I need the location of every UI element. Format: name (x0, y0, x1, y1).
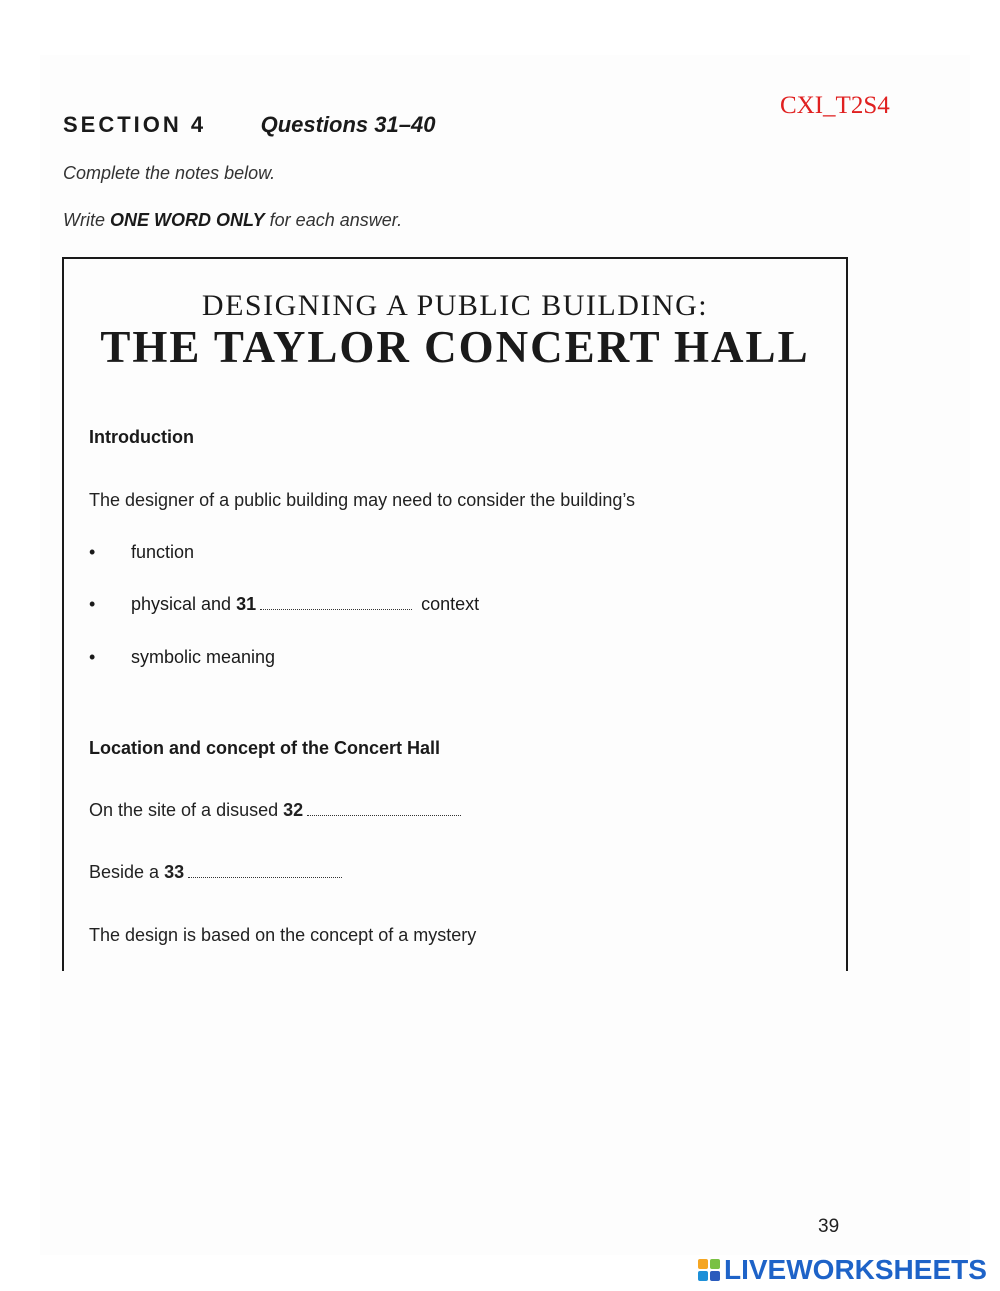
question-number-33: 33 (164, 862, 185, 882)
answer-blank-33[interactable] (188, 875, 342, 878)
question-number-32: 32 (283, 800, 304, 820)
instruction-complete: Complete the notes below. (63, 163, 276, 183)
bullet-item (89, 542, 194, 563)
logo-square (710, 1271, 720, 1281)
bullet-icon: • (89, 647, 96, 667)
question-number-31: 31 (236, 594, 257, 614)
bullet-item (89, 647, 275, 668)
location-line1-pre: On the site of a disused (89, 800, 284, 820)
notes-title-line2: THE TAYLOR CONCERT HALL (100, 322, 810, 372)
instruction-post: for each answer. (264, 210, 403, 230)
instruction-bold: ONE WORD ONLY (110, 210, 265, 230)
bullet-text: symbolic meaning (131, 647, 276, 667)
worksheet-code: CXI_T2S4 (780, 92, 890, 119)
section-header (63, 112, 435, 138)
liveworksheets-logo[interactable] (698, 1254, 987, 1286)
logo-square (698, 1259, 708, 1269)
section-label: SECTION 4 (63, 112, 207, 137)
location-line-concept: The design is based on the concept of a mystery (89, 925, 477, 945)
bullet-icon: • (89, 542, 96, 562)
page-number: 39 (818, 1216, 840, 1237)
answer-blank-31[interactable] (260, 607, 412, 610)
questions-range: Questions 31–40 (260, 112, 436, 137)
bullet-icon: • (89, 594, 96, 614)
bullet-text-pre: physical and (131, 594, 237, 614)
bullet-item-q31 (89, 594, 479, 615)
instruction-pre: Write (63, 210, 110, 230)
location-line-q33 (89, 862, 346, 883)
instruction-word-limit (63, 210, 402, 231)
location-line2-pre: Beside a (89, 862, 165, 882)
location-line-q32 (89, 800, 465, 821)
logo-text: LIVEWORKSHEETS (724, 1254, 987, 1285)
logo-square (710, 1259, 720, 1269)
intro-heading: Introduction (89, 427, 194, 447)
notes-title-line1: DESIGNING A PUBLIC BUILDING: (201, 289, 709, 322)
intro-text: The designer of a public building may need to consider the building’s (89, 490, 636, 510)
location-heading: Location and concept of the Concert Hall (89, 738, 441, 758)
answer-blank-32[interactable] (307, 813, 461, 816)
bullet-text: function (131, 542, 195, 562)
logo-square (698, 1271, 708, 1281)
bullet-text-post: context (416, 594, 480, 614)
notes-box (62, 257, 848, 971)
logo-squares-icon (698, 1259, 720, 1281)
